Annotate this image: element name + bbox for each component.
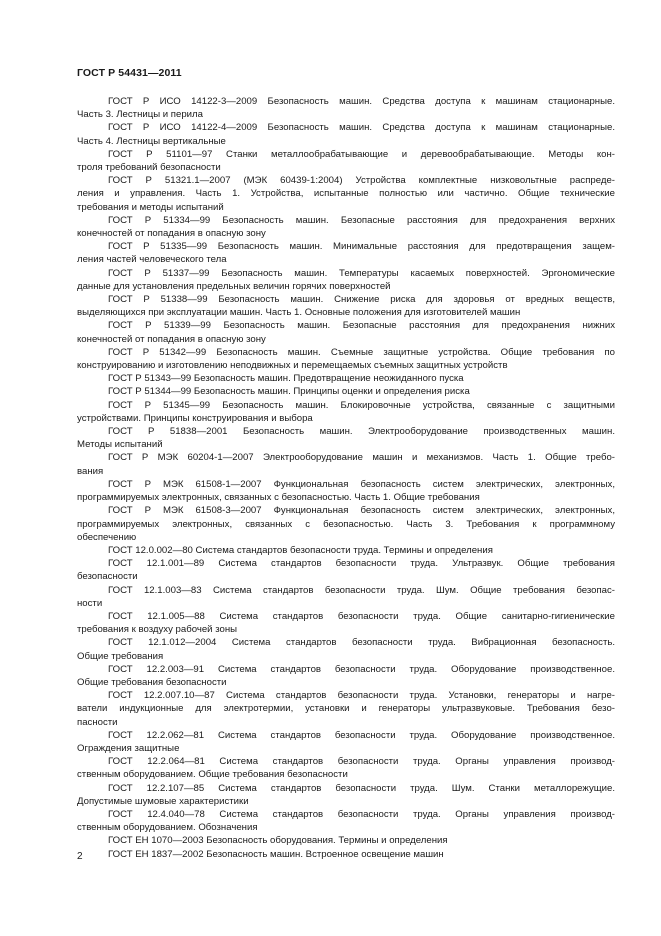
reference-item <box>77 148 615 174</box>
reference-text-line: ГОСТ Р 51338—99 Безопасность машин. Снижение риска для здоровья от вредных веществ, <box>108 294 615 306</box>
reference-text-line: ности <box>77 597 103 609</box>
reference-item <box>77 782 615 808</box>
reference-text-line: ГОСТ 12.1.005—88 Система стандартов безопасности труда. Общие санитарно-гигиенические <box>108 610 615 622</box>
reference-text-line: троля требований безопасности <box>77 162 221 174</box>
document-code-header: ГОСТ Р 54431—2011 <box>77 67 182 79</box>
reference-item <box>77 267 615 293</box>
reference-text-line: ГОСТ 12.2.007.10—87 Система стандартов безопасности труда. Установки, генераторы и нагре- <box>108 690 615 702</box>
reference-text-line: ГОСТ 12.4.040—78 Система стандартов безопасности труда. Органы управления производ- <box>108 808 615 820</box>
reference-text-line: конструированию и изготовлению неподвижных и перемещаемых съемных защитных устройств <box>77 360 508 372</box>
reference-text-line: ственным оборудованием. Общие требования безопасности <box>77 769 348 781</box>
reference-text-line: ГОСТ Р 51339—99 Безопасность машин. Безопасные расстояния для предохранения нижних <box>108 320 615 332</box>
reference-text-line: ГОСТ Р 51342—99 Безопасность машин. Съемные защитные устройства. Общие требования по <box>108 346 615 358</box>
reference-text-line: Общие требования <box>77 650 164 662</box>
reference-text-line: ГОСТ 12.1.012—2004 Система стандартов безопасности труда. Вибрационная безопасность. <box>108 637 615 649</box>
reference-item <box>77 372 615 385</box>
reference-item <box>77 584 615 610</box>
reference-text-line: Ограждения защитные <box>77 742 180 754</box>
reference-text-line: ГОСТ Р 51101—97 Станки металлообрабатывающие и деревообрабатывающие. Методы кон- <box>108 148 615 160</box>
reference-text-line: ления и управления. Часть 1. Устройства, испытанные полностью или частично. Общие технические <box>77 188 615 200</box>
reference-item <box>77 834 615 847</box>
reference-text-line: Общие требования безопасности <box>77 676 227 688</box>
reference-item <box>77 610 615 636</box>
reference-item <box>77 663 615 689</box>
reference-text-line: ГОСТ Р МЭК 61508-3—2007 Функциональная безопасность систем электрических, электронных, <box>108 505 615 517</box>
reference-text-line: пасности <box>77 716 118 728</box>
reference-text-line: конечностей от попадания в опасную зону <box>77 228 266 240</box>
reference-text-line: программируемых электронных, связанных с безопасностью. Часть 3. Требования к программному <box>77 518 615 530</box>
reference-item <box>77 240 615 266</box>
reference-text-line: ГОСТ 12.2.107—85 Система стандартов безопасности труда. Шум. Станки металлорежущие. <box>108 782 615 794</box>
reference-text-line: ГОСТ Р 51344—99 Безопасность машин. Принципы оценки и определения риска <box>108 386 470 398</box>
reference-text-line: Часть 3. Лестницы и перила <box>77 109 203 121</box>
reference-text-line: ГОСТ 12.2.064—81 Система стандартов безопасности труда. Органы управления производ- <box>108 756 615 768</box>
reference-text-line: ГОСТ Р 51335—99 Безопасность машин. Минимальные расстояния для предотвращения защем- <box>108 241 615 253</box>
reference-text-line: ственным оборудованием. Обозначения <box>77 822 258 834</box>
reference-text-line: ления частей человеческого тела <box>77 254 227 266</box>
reference-item <box>77 848 615 861</box>
reference-item <box>77 689 615 729</box>
reference-text-line: данные для установления предельных величин горячих поверхностей <box>77 280 391 292</box>
reference-text-line: ГОСТ Р 51838—2001 Безопасность машин. Электрооборудование производственных машин. <box>108 426 615 438</box>
reference-item <box>77 214 615 240</box>
reference-text-line: ГОСТ 12.1.001—89 Система стандартов безопасности труда. Ультразвук. Общие требования <box>108 558 615 570</box>
reference-item <box>77 293 615 319</box>
reference-item <box>77 557 615 583</box>
reference-text-line: выделяющихся при эксплуатации машин. Часть 1. Основные положения для изготовителей машин <box>77 307 521 319</box>
reference-item <box>77 544 615 557</box>
reference-text-line: ГОСТ 12.0.002—80 Система стандартов безопасности труда. Термины и определения <box>108 544 493 556</box>
reference-item <box>77 425 615 451</box>
reference-item <box>77 808 615 834</box>
reference-text-line: вания <box>77 465 104 477</box>
reference-text-line: Часть 4. Лестницы вертикальные <box>77 135 226 147</box>
reference-item <box>77 121 615 147</box>
reference-text-line: ГОСТ Р ИСО 14122-3—2009 Безопасность машин. Средства доступа к машинам стационарные. <box>108 96 615 107</box>
reference-item <box>77 478 615 504</box>
reference-text-line: обеспечению <box>77 531 137 543</box>
reference-text-line: ГОСТ ЕН 1837—2002 Безопасность машин. Встроенное освещение машин <box>108 848 444 860</box>
reference-text-line: ГОСТ 12.2.003—91 Система стандартов безопасности труда. Оборудование производственное. <box>108 663 615 675</box>
reference-text-line: Методы испытаний <box>77 439 163 451</box>
reference-text-line: программируемых электронных, связанных с безопасностью. Часть 1. Общие требования <box>77 492 480 504</box>
reference-text-line: ГОСТ Р 51334—99 Безопасность машин. Безопасные расстояния для предохранения верхних <box>108 214 615 226</box>
reference-text-line: ГОСТ 12.2.062—81 Система стандартов безопасности труда. Оборудование производственное. <box>108 729 615 741</box>
reference-text-line: ГОСТ Р МЭК 60204-1—2007 Электрооборудование машин и механизмов. Часть 1. Общие требо- <box>108 452 615 464</box>
reference-text-line: ГОСТ Р 51337—99 Безопасность машин. Температуры касаемых поверхностей. Эргономические <box>108 267 615 279</box>
reference-item <box>77 755 615 781</box>
normative-references-list <box>77 95 615 861</box>
reference-text-line: требования и методы испытаний <box>77 201 224 213</box>
reference-item <box>77 451 615 477</box>
reference-item <box>77 729 615 755</box>
reference-item <box>77 319 615 345</box>
reference-text-line: ГОСТ 12.1.003—83 Система стандартов безопасности труда. Шум. Общие требования безопас- <box>108 584 615 596</box>
reference-text-line: ватели индукционные для электротермии, установки и генераторы ультразвуковые. Требования безо- <box>77 703 615 715</box>
reference-text-line: ГОСТ Р ИСО 14122-4—2009 Безопасность машин. Средства доступа к машинам стационарные. <box>108 122 615 134</box>
reference-text-line: ГОСТ Р 51343—99 Безопасность машин. Предотвращение неожиданного пуска <box>108 373 464 385</box>
reference-item <box>77 174 615 214</box>
reference-text-line: ГОСТ Р 51321.1—2007 (МЭК 60439-1:2004) Устройства комплектные низковольтные распреде- <box>108 175 615 187</box>
reference-item <box>77 399 615 425</box>
reference-item <box>77 385 615 398</box>
reference-text-line: ГОСТ Р МЭК 61508-1—2007 Функциональная безопасность систем электрических, электронных, <box>108 478 615 490</box>
reference-item <box>77 504 615 544</box>
reference-text-line: ГОСТ Р 51345—99 Безопасность машин. Блокировочные устройства, связанные с защитными <box>108 399 615 411</box>
reference-text-line: безопасности <box>77 571 138 583</box>
reference-item <box>77 636 615 662</box>
reference-item <box>77 346 615 372</box>
reference-text-line: конечностей от попадания в опасную зону <box>77 333 266 345</box>
reference-text-line: ГОСТ ЕН 1070—2003 Безопасность оборудования. Термины и определения <box>108 835 448 847</box>
reference-item <box>77 95 615 121</box>
reference-text-line: требования к воздуху рабочей зоны <box>77 624 238 636</box>
page-number: 2 <box>77 851 83 862</box>
reference-text-line: устройствами. Принципы конструирования и выбора <box>77 412 313 424</box>
reference-text-line: Допустимые шумовые характеристики <box>77 795 249 807</box>
